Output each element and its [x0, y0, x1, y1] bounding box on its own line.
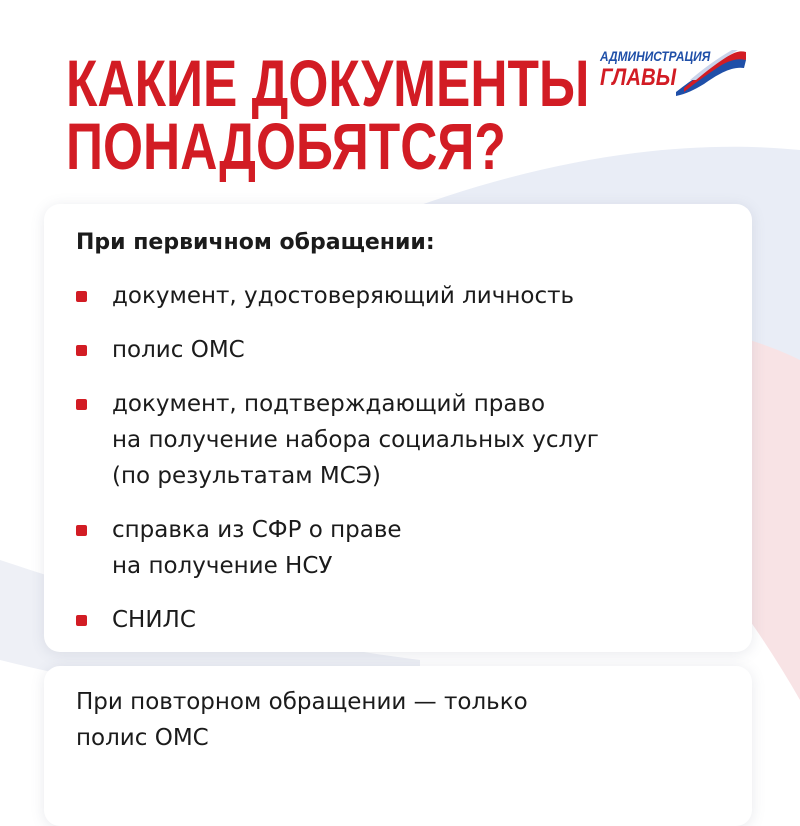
bullet-icon: [76, 345, 87, 356]
flag-icon: [676, 48, 746, 98]
first-visit-card: [44, 204, 752, 652]
documents-list: [76, 278, 599, 656]
page-title-line-2: ПОНАДОБЯТСЯ?: [66, 109, 506, 183]
page-title: [66, 46, 590, 183]
list-item-text: СНИЛС: [112, 607, 196, 633]
page-title-line-1: КАКИЕ ДОКУМЕНТЫ: [66, 46, 590, 120]
list-item: [76, 332, 599, 368]
list-item: [76, 512, 599, 584]
list-item: [76, 602, 599, 638]
repeat-visit-text: При повторном обращении — только полис ОМС: [76, 689, 528, 751]
bullet-icon: [76, 291, 87, 302]
logo-bottom-text: ГЛАВЫ: [600, 64, 677, 91]
list-item-text: документ, подтверждающий право на получение набора социальных услуг (по результатам МСЭ): [112, 391, 599, 489]
administration-logo: [600, 46, 750, 106]
list-item-text: справка из СФР о праве на получение НСУ: [112, 517, 402, 579]
list-item: [76, 278, 599, 314]
logo-top-text: АДМИНИСТРАЦИЯ: [600, 48, 711, 64]
list-item-text: полис ОМС: [112, 337, 245, 363]
first-visit-heading: При первичном обращении:: [76, 230, 435, 255]
bullet-icon: [76, 399, 87, 410]
bullet-icon: [76, 525, 87, 536]
bullet-icon: [76, 615, 87, 626]
list-item: [76, 386, 599, 494]
list-item-text: документ, удостоверяющий личность: [112, 283, 575, 309]
repeat-visit-card: [44, 666, 752, 826]
